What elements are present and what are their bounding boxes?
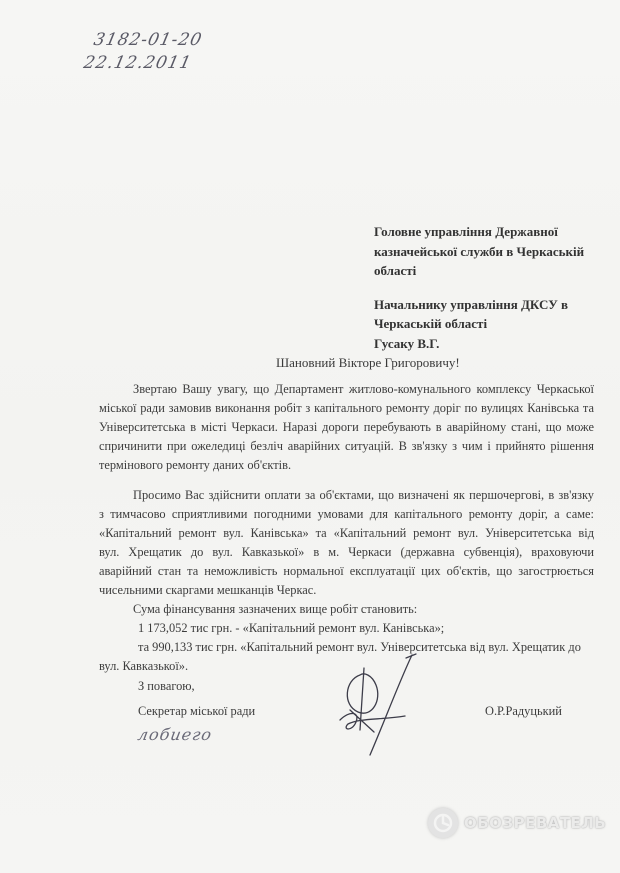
funding-item: та 990,133 тис грн. «Капітальний ремонт вул. Університетська від вул. Хрещатик до [138, 640, 581, 654]
paragraph-1-line: спричинити при ожеледиці безліч аварійних ситуацій. В зв'язку з чим і прийнято рішення [99, 439, 594, 453]
handwritten-date: 22.12.2011 [81, 53, 194, 73]
obozrevatel-logo-icon [428, 808, 458, 838]
paragraph-2-line: аварійний стан та неможливість нормальної експлуатації цих об'єктів, що загострюється [99, 564, 594, 578]
paragraph-2-line: «Капітальний ремонт вул. Канівська» та «Капітальний ремонт вул. Університетська від [99, 526, 594, 540]
handwritten-signature [330, 650, 420, 760]
addressee-block [374, 222, 614, 353]
funding-tail: вул. Кавказької». [99, 659, 189, 673]
paragraph-2-line: чисельними скаргами мешканців Черкас. [99, 583, 317, 597]
addressee-line: області [374, 263, 417, 278]
paragraph-2-line: Просимо Вас здійснити оплати за об'єктами, що визначені як першочергові, в зв'язку [133, 488, 594, 502]
addressee-line: Начальнику управління ДКСУ в [374, 296, 569, 312]
paragraph-2-line: вул. Хрещатик до вул. Кавказької» в м. Черкаси (державна субвенція), враховуючи [99, 545, 594, 559]
paragraph-1-line: Університетська в місті Черкаси. Наразі дороги перебувають в аварійному стані, що може [99, 420, 594, 434]
funding-item: 1 173,052 тис грн. - «Капітальний ремонт вул. Канівська»; [138, 621, 445, 635]
handwritten-registration-number: 3182-01-20 [91, 30, 205, 50]
watermark [428, 808, 606, 838]
addressee-line: Головне управління Державної [374, 224, 558, 239]
watermark-text: ОБОЗРЕВАТЕЛЬ [464, 814, 607, 832]
handwritten-executor-note: лобиего [136, 725, 214, 744]
salutation: Шановний Вікторе Григоровичу! [276, 355, 460, 370]
addressee-line: Гусаку В.Г. [374, 335, 440, 351]
paragraph-2-line: з тимчасово сприятливими погодними умовами для капітального ремонту доріг, а саме: [99, 507, 594, 521]
funding-intro: Сума фінансування зазначених вище робіт становить: [133, 602, 418, 616]
closing-regards: З повагою, [138, 679, 195, 693]
signatory-name: О.Р.Радуцький [485, 704, 562, 718]
paragraph-1-line: Звертаю Вашу увагу, що Департамент житлово-комунального комплексу Черкаської [133, 382, 594, 396]
addressee-line: казначейської служби в Черкаській [374, 243, 585, 259]
paragraph-1-line: термінового ремонту даних об'єктів. [99, 458, 292, 472]
signatory-position: Секретар міської ради [138, 704, 256, 718]
addressee-line: Черкаській області [374, 316, 488, 331]
paragraph-1-line: міської ради замовив виконання робіт з капітального ремонту доріг по вулицях Канівська та [99, 401, 594, 415]
